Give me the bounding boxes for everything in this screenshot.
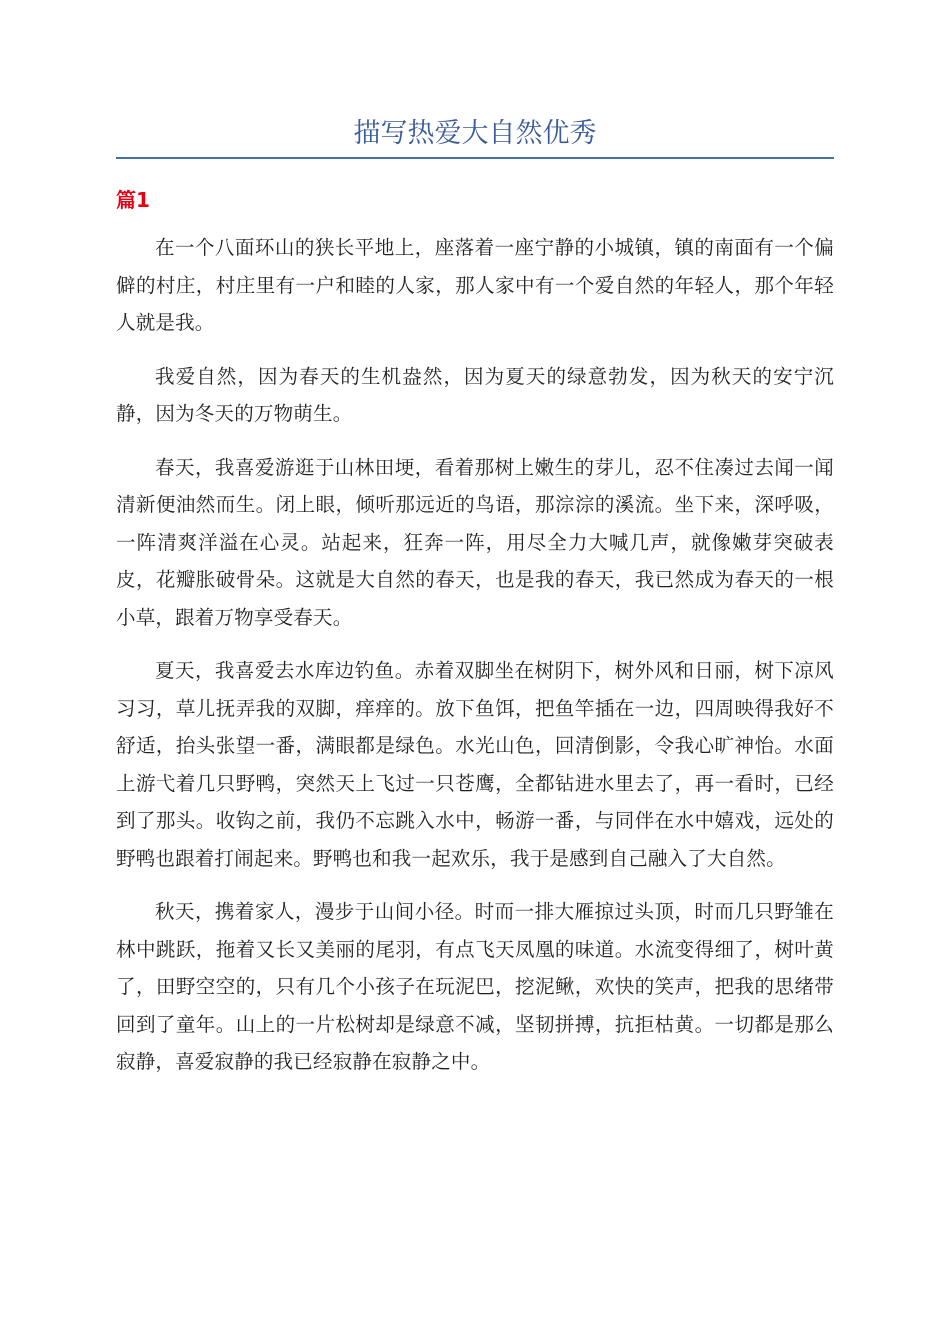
paragraph-intro: 在一个八面环山的狭长平地上，座落着一座宁静的小城镇，镇的南面有一个偏僻的村庄，村庄里有一户和睦的人家，那人家中有一个爱自然的年轻人，那个年轻人就是我。 <box>116 236 834 334</box>
paragraph-spring: 春天，我喜爱游逛于山林田埂，看着那树上嫩生的芽儿，忍不住凑过去闻一闻清新便油然而生。闭上眼，倾听那远近的鸟语，那淙淙的溪流。坐下来，深呼吸，一阵清爽洋溢在心灵。站起来，狂奔一阵，用尽全力大喊几声，就像嫩芽突破表皮，花瓣胀破骨朵。这就是大自然的春天，也是我的春天，我已然成为春天的一根小草，跟着万物享受春天。 <box>116 455 834 629</box>
paragraph-why-love-nature: 我爱自然，因为春天的生机盎然，因为夏天的绿意勃发，因为秋天的安宁沉静，因为冬天的万物萌生。 <box>116 364 834 425</box>
paragraph-summer: 夏天，我喜爱去水库边钓鱼。赤着双脚坐在树阴下，树外风和日丽，树下凉风习习，草儿抚弄我的双脚，痒痒的。放下鱼饵，把鱼竿插在一边，四周映得我好不舒适，抬头张望一番，满眼都是绿色。水光山色，回清倒影，令我心旷神怡。水面上游弋着几只野鸭，突然天上飞过一只苍鹰，全都钻进水里去了，再一看时，已经到了那头。收钩之前，我仍不忘跳入水中，畅游一番，与同伴在水中嬉戏，远处的野鸭也跟着打闹起来。野鸭也和我一起欢乐，我于是感到自己融入了大自然。 <box>116 659 834 870</box>
section-heading: 篇1 <box>116 188 150 212</box>
paragraph-autumn: 秋天，携着家人，漫步于山间小径。时而一排大雁掠过头顶，时而几只野雏在林中跳跃，拖着又长又美丽的尾羽，有点飞天凤凰的味道。水流变得细了，树叶黄了，田野空空的，只有几个小孩子在玩泥巴，挖泥鳅，欢快的笑声，把我的思绪带回到了童年。山上的一片松树却是绿意不减，坚韧拼搏，抗拒枯黄。一切都是那么寂静，喜爱寂静的我已经寂静在寂静之中。 <box>116 900 834 1073</box>
title-divider <box>116 157 834 159</box>
document-page <box>116 0 834 1081</box>
document-title: 描写热爱大自然优秀 <box>353 118 597 149</box>
